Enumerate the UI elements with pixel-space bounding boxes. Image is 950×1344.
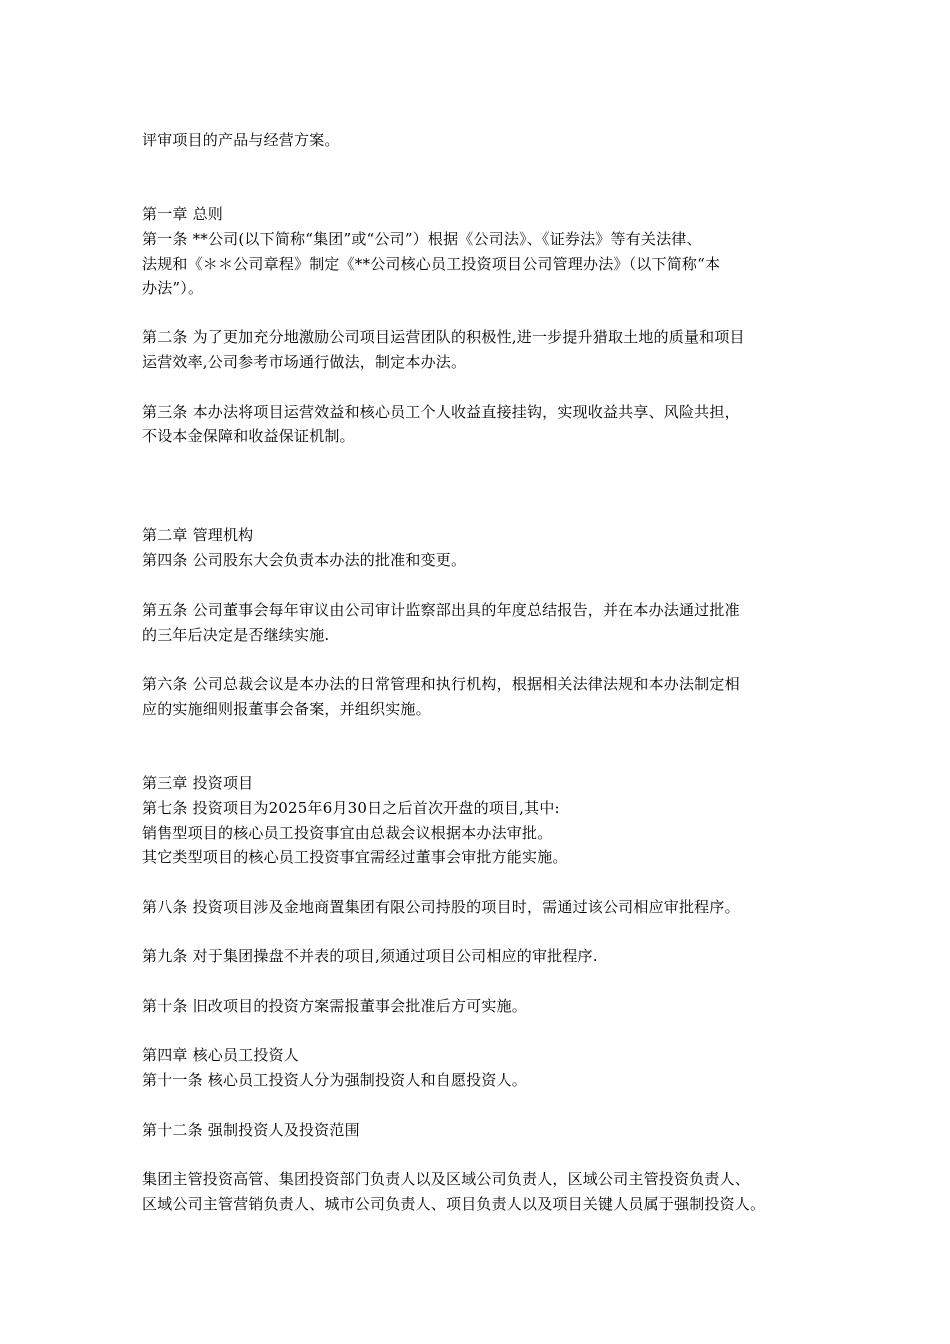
- article-7-line-1: 第七条 投资项目为2025年6月30日之后首次开盘的项目,其中:: [142, 799, 560, 817]
- chapter-1-title: 第一章 总则: [142, 205, 223, 223]
- article-6-line-1: 第六条 公司总裁会议是本办法的日常管理和执行机构，根据相关法律法规和本办法制定相: [142, 675, 740, 693]
- article-1-line-2: 法规和《＊＊公司章程》制定《**公司核心员工投资项目公司管理办法》（以下简称“本: [142, 255, 721, 273]
- article-8-line-1: 第八条 投资项目涉及金地商置集团有限公司持股的项目时，需通过该公司相应审批程序。: [142, 898, 740, 916]
- article-3-line-2: 不设本金保障和收益保证机制。: [142, 427, 355, 445]
- article-2-line-1: 第二条 为了更加充分地激励公司项目运营团队的积极性,进一步提升猎取土地的质量和项目: [142, 328, 745, 346]
- chapter-3-title: 第三章 投资项目: [142, 774, 254, 792]
- article-12-heading: 第十二条 强制投资人及投资范围: [142, 1121, 360, 1139]
- article-6-line-2: 应的实施细则报董事会备案，并组织实施。: [142, 700, 431, 718]
- article-12-body-line-1: 集团主管投资高管、集团投资部门负责人以及区域公司负责人，区域公司主管投资负责人、: [142, 1170, 751, 1188]
- article-2-line-2: 运营效率,公司参考市场通行做法，制定本办法。: [142, 353, 467, 371]
- article-12-body-line-2: 区域公司主管营销负责人、城市公司负责人、项目负责人以及项目关键人员属于强制投资人。: [142, 1195, 766, 1213]
- article-10-line-1: 第十条 旧改项目的投资方案需报董事会批准后方可实施。: [142, 997, 527, 1015]
- article-4-line-1: 第四条 公司股东大会负责本办法的批准和变更。: [142, 551, 467, 569]
- article-9-line-1: 第九条 对于集团操盘不并表的项目,须通过项目公司相应的审批程序.: [142, 947, 598, 965]
- article-11-line-1: 第十一条 核心员工投资人分为强制投资人和自愿投资人。: [142, 1071, 527, 1089]
- article-1-line-1: 第一条 **公司(以下简称“集团”或“公司”）根据《公司法》、《证券法》等有关法律、: [142, 230, 702, 248]
- article-7-line-2: 销售型项目的核心员工投资事宜由总裁会议根据本办法审批。: [142, 824, 553, 842]
- chapter-4-title: 第四章 核心员工投资人: [142, 1046, 299, 1064]
- article-5-line-1: 第五条 公司董事会每年审议由公司审计监察部出具的年度总结报告，并在本办法通过批准: [142, 601, 740, 619]
- article-3-line-1: 第三条 本办法将项目运营效益和核心员工个人收益直接挂钩，实现收益共享、风险共担，: [142, 403, 740, 421]
- article-1-line-3: 办法”）。: [142, 279, 204, 297]
- article-7-line-3: 其它类型项目的核心员工投资事宜需经过董事会审批方能实施。: [142, 848, 568, 866]
- article-5-line-2: 的三年后决定是否继续实施.: [142, 626, 330, 644]
- chapter-2-title: 第二章 管理机构: [142, 526, 254, 544]
- intro-line: 评审项目的产品与经营方案。: [142, 131, 340, 149]
